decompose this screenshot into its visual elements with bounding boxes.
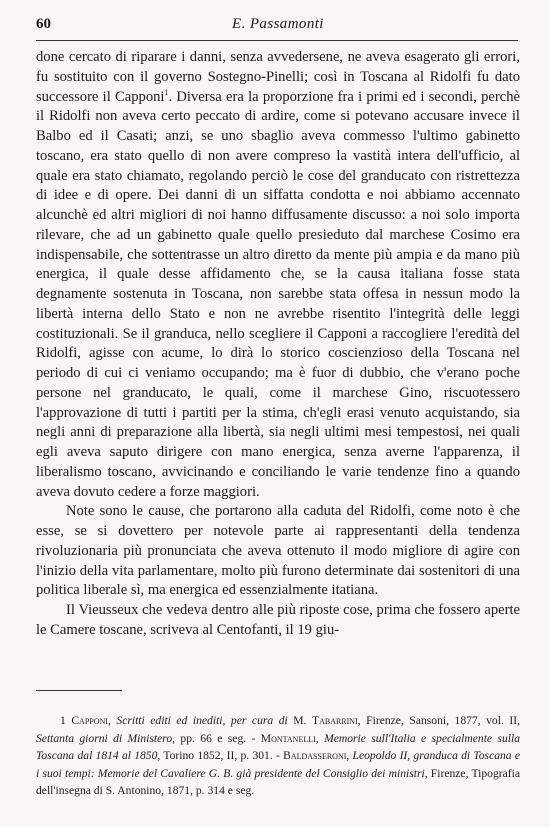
footnotes xyxy=(36,712,520,800)
text-segment: Tabarrini xyxy=(312,714,358,727)
running-head: E. Passamonti xyxy=(232,16,324,32)
text-segment: , pp. 66 e seg. - xyxy=(172,731,261,745)
text-segment: Memorie sull'Italia e specialmente sulla Toscana dal 1814 al 1850 xyxy=(36,731,520,763)
header-rule xyxy=(36,40,518,41)
text-segment: , Firenze, Sansoni, 1877, vol. II, xyxy=(357,714,520,727)
text-segment: , xyxy=(107,714,117,727)
text-segment: Note sono le cause, che portarono alla caduta del Ridolfi, come noto è che esse, se si dovettero per notevole parte ai rappresentanti della tendenza rivoluzionaria più pronunciata che aveva ottenuto il modo migliore di agire con l'inizio della vita parlamentare, molto più furono determinate dai sostenitori di una politica liberale sì, ma energica ed essenzialmente itatiana. xyxy=(36,503,520,599)
footnote xyxy=(36,712,520,800)
text-segment: Leopoldo II, granduca di Toscana e i suoi tempi: Memorie del Cavaliere G. B. già presidente del Consiglio dei ministri xyxy=(36,749,520,780)
body-paragraph xyxy=(36,601,520,641)
footnote-reference[interactable]: 1 xyxy=(164,87,169,97)
text-segment: Il Vieusseux che vedeva dentro alle più riposte cose, prima che fossero aperte le Camere toscane, scriveva al Centofanti, il 19 giu- xyxy=(36,602,520,638)
body-paragraph xyxy=(36,502,520,601)
text-segment: M. xyxy=(287,714,312,727)
text-segment: 1 xyxy=(60,714,72,727)
text-segment: Montanelli xyxy=(260,731,316,745)
text-segment: , xyxy=(315,731,325,745)
text-segment: Scritti editi ed inediti, per cura di xyxy=(116,714,288,727)
body-text xyxy=(36,48,520,641)
body-paragraph xyxy=(36,48,520,502)
text-segment: done cercato di riparare i danni, senza avvedersene, ne aveva esagerato gli errori, fu sostituito con il governo Sostegno-Pinelli; così in Toscana al Ridolfi fu dato successore il Capponi xyxy=(36,49,520,105)
text-segment: , Firenze, Tipografia dell'insegna di S. Antonino, 1871, p. 314 e seg. xyxy=(36,766,520,798)
text-segment: . Diversa era la proporzione fra i primi ed i secondi, perchè il Ridolfi non aveva certo peccato di ardire, come si potevano accusare invece il Balbo ed il Casati; anzi, se uno sbaglio aveva commesso l'ultimo gabinetto toscano, era stato quello di non avere compreso la vastità intera dell'ufficio, al quale era stato chiamato, regolando perciò le cose del granducato con ristrettezza di idee e di opere. Dei danni di un siffatta condotta e noi abbiamo accennato alcunchè ed altri migliori di noi hanno diffusamente discusso: a noi solo importa rilevare, che ad un gabinetto quale quello presieduto dal marchese Cosimo era indispensabile, che sottentrasse un altro diretto da mente più ampia e da mano più energica, il quale desse affidamento che, se la causa italiana fosse stata degnamente sostenuta in Toscana, non sarebbe stata offesa in nessun modo la libertà interna dello Stato e non ne avrebbe risentito l'integrità delle leggi costituzionali. Se il granduca, nello scegliere il Capponi a raccogliere l'eredità del Ridolfi, agisse con acume, lo dirà lo storico coscienzioso della Toscana nel periodo di cui ci veniamo occupando; ma è fuor di dubbio, che v'erano poche persone nel granducato, le quali, come il marchese Gino, riscuotessero l'approvazione di tutti i partiti per la stima, ch'egli erasi venuto acquistando, sia negli anni di preparazione alla libertà, sia negli ultimi mesi tempestosi, nei quali egli aveva saputo dirigere con mano energica, senza averne l'apparenza, il liberalismo toscano, avvicinando e conciliando le varie tendenze fino a quando aveva dovuto cedere a forze maggiori. xyxy=(36,88,520,500)
footnote-separator xyxy=(36,690,122,691)
page-header xyxy=(36,16,516,38)
page-number: 60 xyxy=(36,16,51,32)
text-segment: Settanta giorni di Ministero xyxy=(36,731,173,745)
text-segment: , Torino 1852, II, p. 301. - xyxy=(157,749,284,763)
text-segment: , xyxy=(346,749,353,763)
text-segment: Capponi xyxy=(71,714,108,727)
text-segment: Baldasseroni xyxy=(283,749,347,763)
